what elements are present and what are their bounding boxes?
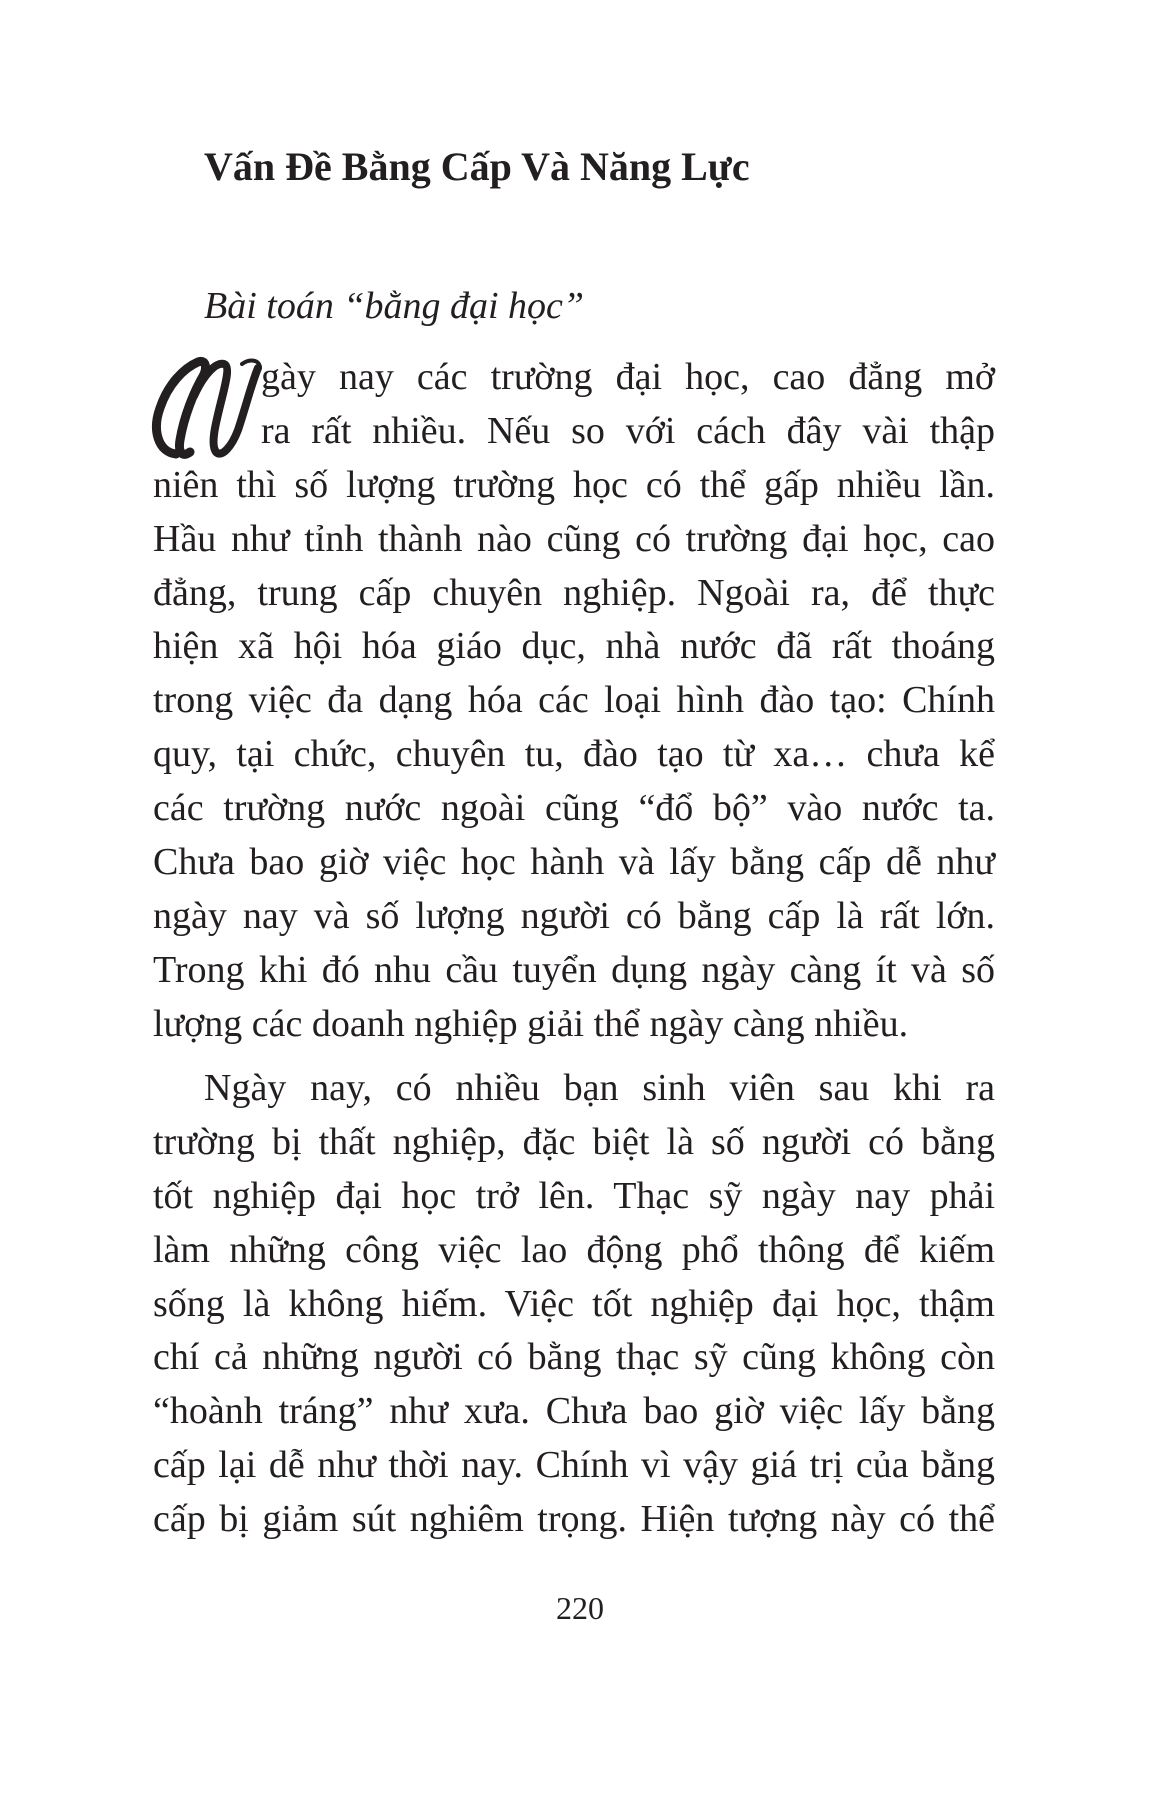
text-line: cấp bị giảm sút nghiêm trọng. Hiện tượng này có thể	[153, 1498, 995, 1541]
text-line: đẳng, trung cấp chuyên nghiệp. Ngoài ra, để thực	[153, 571, 995, 614]
text-line: chí cả những người có bằng thạc sỹ cũng không còn	[153, 1336, 995, 1379]
text-line: quy, tại chức, chuyên tu, đào tạo từ xa… chưa kể	[153, 733, 995, 776]
text-line: Chưa bao giờ việc học hành và lấy bằng cấp dễ như	[153, 841, 995, 884]
text-line: trong việc đa dạng hóa các loại hình đào tạo: Chính	[153, 679, 995, 722]
text-line: Ngày nay, có nhiều bạn sinh viên sau khi ra	[204, 1067, 995, 1109]
text-line: “hoành tráng” như xưa. Chưa bao giờ việc lấy bằng	[153, 1390, 995, 1433]
paragraph-1	[153, 351, 995, 1052]
chapter-title: Vấn Đề Bằng Cấp Và Năng Lực	[204, 144, 750, 189]
text-line: Hầu như tỉnh thành nào cũng có trường đại học, cao	[153, 517, 995, 560]
text-line: ngày nay và số lượng người có bằng cấp là rất lớn.	[153, 894, 995, 937]
text-line: ra rất nhiều. Nếu so với cách đây vài thập	[261, 409, 995, 452]
text-line: gày nay các trường đại học, cao đẳng mở	[261, 356, 995, 398]
text-line: hiện xã hội hóa giáo dục, nhà nước đã rất thoáng	[153, 625, 995, 668]
text-line: niên thì số lượng trường học có thể gấp nhiều lần.	[153, 463, 995, 506]
text-line: cấp lại dễ như thời nay. Chính vì vậy giá trị của bằng	[153, 1444, 995, 1487]
paragraph-2	[153, 1062, 995, 1547]
text-line: sống là không hiếm. Việc tốt nghiệp đại học, thậm	[153, 1282, 995, 1325]
text-line: trường bị thất nghiệp, đặc biệt là số người có bằng	[153, 1120, 995, 1163]
text-line: Trong khi đó nhu cầu tuyển dụng ngày càng ít và số	[153, 948, 995, 991]
text-line: làm những công việc lao động phổ thông để kiếm	[153, 1228, 995, 1271]
page-number: 220	[556, 1590, 604, 1626]
text-line: các trường nước ngoài cũng “đổ bộ” vào nước ta.	[153, 787, 995, 830]
text-line: tốt nghiệp đại học trở lên. Thạc sỹ ngày nay phải	[153, 1174, 995, 1217]
section-title: Bài toán “bằng đại học”	[204, 285, 585, 327]
text-line: lượng các doanh nghiệp giải thể ngày càng nhiều.	[153, 1002, 909, 1045]
